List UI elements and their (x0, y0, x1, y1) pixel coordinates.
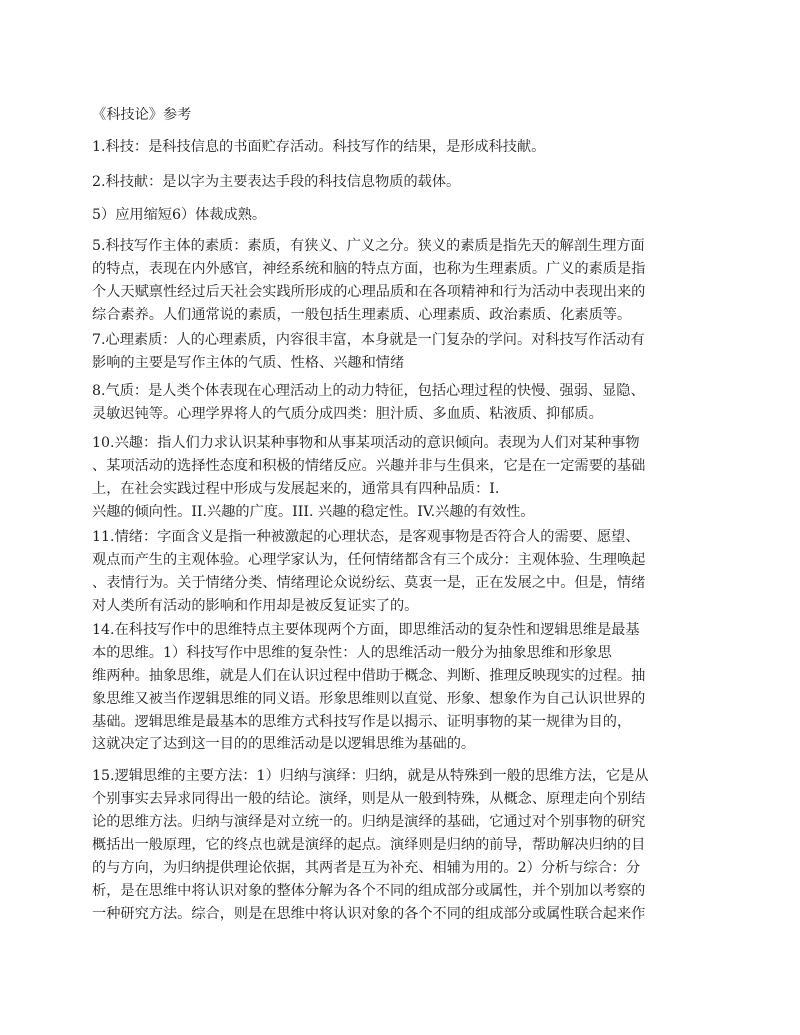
paragraph-line: 兴趣的倾向性。II.兴趣的广度。III. 兴趣的稳定性。IV.兴趣的有效性。 (92, 504, 535, 520)
paragraph-line: 个人天赋禀性经过后天社会实践所形成的心理品质和在各项精神和行为活动中表现出来的 (92, 284, 646, 300)
paragraph-tech-literature (92, 171, 712, 194)
paragraph-line: 5）应用缩短6）体裁成熟。 (92, 207, 267, 223)
paragraph-line: 象思维又被当作逻辑思维的同义语。形象思维则以直觉、形象、想象作为自己认识世界的 (92, 691, 646, 707)
paragraph-thinking-conclusion (92, 733, 712, 756)
paragraph-writer-quality (92, 235, 712, 327)
paragraph-psych-quality (92, 329, 712, 375)
paragraph-line: 灵敏迟钝等。心理学界将人的气质分成四类：胆汁质、多血质、粘液质、抑郁质。 (92, 406, 603, 422)
paragraph-line: 论的思维方法。归纳与演绎是对立统一的。归纳是演绎的基础，它通过对个别事物的研究 (92, 814, 646, 830)
paragraph-interest (92, 432, 712, 524)
paragraph-line: 7.心理素质：人的心理素质，内容很丰富，本身就是一门复杂的学问。对科技写作活动有 (92, 332, 645, 348)
paragraph-line: 这就决定了达到这一目的的思维活动是以逻辑思维为基础的。 (92, 736, 476, 752)
paragraph-line: 11.情绪：字面含义是指一种被激起的心理状态，是客观事物是否符合人的需要、愿望、 (92, 529, 640, 545)
paragraph-line: 本的思维。1）科技写作中思维的复杂性：人的思维活动一般分为抽象思维和形象思 (92, 645, 612, 661)
paragraph-line: 对人类所有活动的影响和作用却是被反复证实了的。 (92, 598, 419, 614)
paragraph-line: 个别事实去异求同得出一般的结论。演绎，则是从一般到特殊，从概念、原理走向个别结 (92, 791, 646, 807)
paragraph-line: 14.在科技写作中的思维特点主要体现两个方面，即思维活动的复杂性和逻辑思维是最基 (92, 622, 640, 638)
paragraph-emotion (92, 526, 712, 618)
paragraph-line: 15.逻辑思维的主要方法：1）归纳与演绎：归纳，就是从特殊到一般的思维方法，它是从 (92, 768, 649, 784)
paragraph-line: 2.科技献：是以字为主要表达手段的科技信息物质的载体。 (92, 174, 461, 190)
paragraph-line: 影响的主要是写作主体的气质、性格、兴趣和情绪 (92, 355, 405, 371)
paragraph-line: 维两种。抽象思维，就是人们在认识过程中借助于概念、判断、推理反映现实的过程。抽 (92, 668, 646, 684)
paragraph-line: 上，在社会实践过程中形成与发展起来的，通常具有四种品质：I. (92, 481, 500, 497)
paragraph-line: 1.科技：是科技信息的书面贮存活动。科技写作的结果，是形成科技献。 (92, 139, 546, 155)
paragraph-line: 5.科技写作主体的素质：素质，有狭义、广义之分。狭义的素质是指先天的解剖生理方面 (92, 238, 645, 254)
paragraph-line: 、表情行为。关于情绪分类、情绪理论众说纷纭、莫衷一是，正在发展之中。但是，情绪 (92, 575, 646, 591)
paragraph-line: 一种研究方法。综合，则是在思维中将认识对象的各个不同的组成部分或属性联合起来作 (92, 906, 646, 922)
paragraph-line: 的特点，表现在内外感官，神经系统和脑的特点方面，也称为生理素质。广义的素质是指 (92, 261, 646, 277)
paragraph-line: 综合素养。人们通常说的素质，一般包括生理素质、心理素质、政治素质、化素质等。 (92, 307, 632, 323)
paragraph-line: 析，是在思维中将认识对象的整体分解为各个不同的组成部分或属性，并个别加以考察的 (92, 883, 646, 899)
paragraph-line: 概括出一般原理，它的终点也就是演绎的起点。演绎则是归纳的前导，帮助解决归纳的目 (92, 837, 646, 853)
paragraph-line: 基础。逻辑思维是最基本的思维方式科技写作是以揭示、证明事物的某一规律为目的， (92, 714, 632, 730)
paragraph-thinking (92, 619, 712, 734)
paragraph-line: 、某项活动的选择性态度和积极的情绪反应。兴趣并非与生俱来，它是在一定需要的基础 (92, 458, 646, 474)
paragraph-line: 8.气质：是人类个体表现在心理活动上的动力特征，包括心理过程的快慢、强弱、显隐、 (92, 383, 645, 399)
paragraph-application (92, 204, 712, 227)
paragraph-line: 10.兴趣：指人们力求认识某种事物和从事某项活动的意识倾向。表现为人们对某种事物 (92, 435, 640, 451)
paragraph-tech-definition (92, 136, 712, 159)
paragraph-temperament (92, 380, 712, 426)
paragraph-line: 观点而产生的主观体验。心理学家认为，任何情绪都含有三个成分：主观体验、生理唤起 (92, 552, 646, 568)
paragraph-logic-methods (92, 765, 712, 926)
paragraph-line: 的与方向，为归纳提供理论依据，其两者是互为补充、相辅为用的。2）分析与综合：分 (92, 860, 641, 876)
document-title: 《科技论》参考 (92, 107, 192, 123)
